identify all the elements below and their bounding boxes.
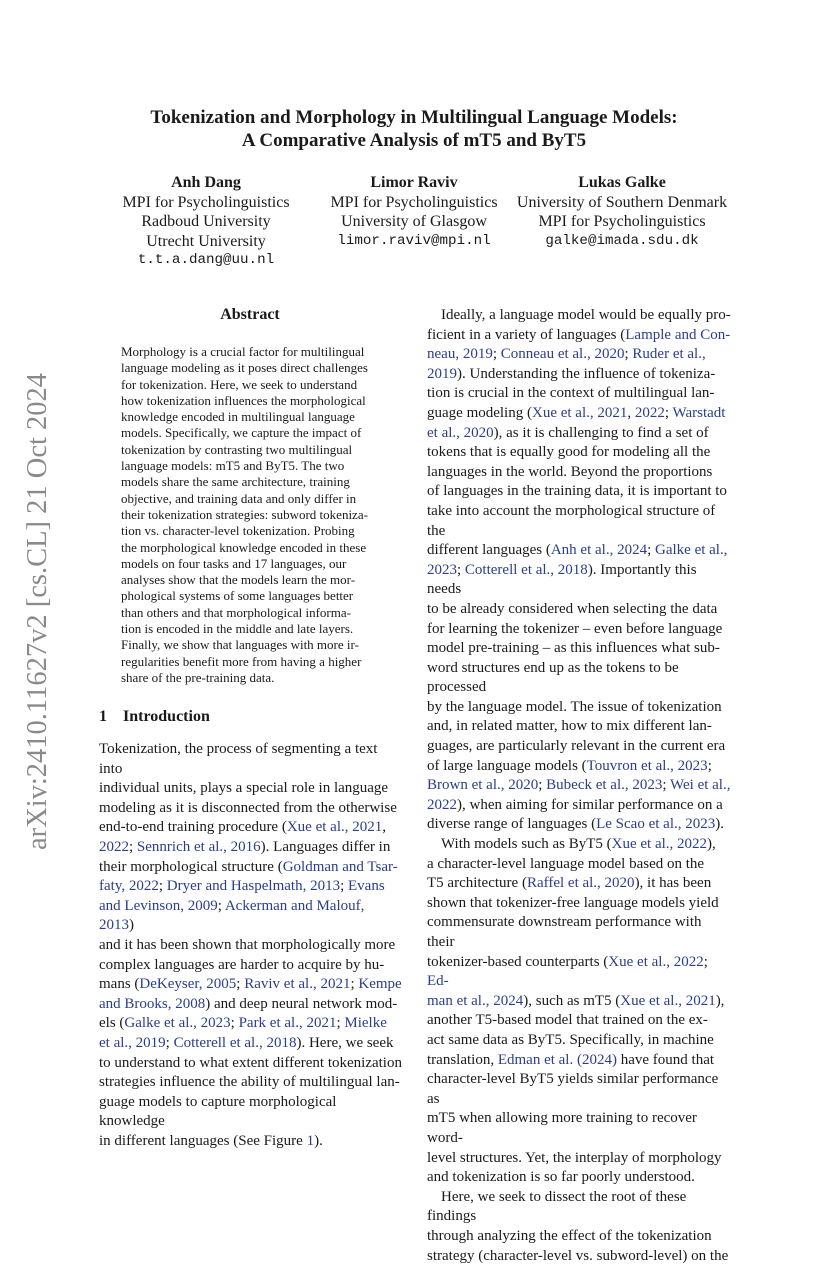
text-run: another T5-based model that trained on the ex- bbox=[427, 1012, 708, 1028]
author-email[interactable]: galke@imada.sdu.dk bbox=[510, 232, 734, 252]
text-run: ; bbox=[624, 346, 632, 362]
text-line bbox=[99, 1073, 403, 1093]
text-run: T5 architecture ( bbox=[427, 875, 527, 891]
abstract-line: tokenization by contrasting two multilingual bbox=[121, 442, 379, 458]
text-line bbox=[427, 639, 731, 659]
text-run: commensurate downstream performance with their bbox=[427, 914, 701, 950]
text-run: complex languages are harder to acquire by hu- bbox=[99, 957, 384, 973]
text-line bbox=[427, 620, 731, 640]
text-run: Tokenization, the process of segmenting a text into bbox=[99, 741, 377, 777]
text-run: and, in related matter, how to mix different lan- bbox=[427, 718, 712, 734]
abstract-line: how tokenization influences the morphological bbox=[121, 393, 379, 409]
text-line bbox=[427, 1247, 731, 1266]
text-run: , bbox=[627, 405, 635, 421]
text-run: different languages ( bbox=[427, 542, 551, 558]
text-line bbox=[427, 874, 731, 894]
abstract-line: phological systems of some languages better bbox=[121, 588, 379, 604]
text-line bbox=[99, 1014, 403, 1034]
text-line bbox=[427, 404, 731, 424]
citation-link[interactable]: Ruder et al., bbox=[632, 346, 705, 362]
text-run: ; bbox=[538, 777, 546, 793]
citation-link[interactable]: Xue et al., 2021 bbox=[620, 993, 715, 1009]
text-run: and tokenization is so far poorly understood. bbox=[427, 1169, 695, 1185]
author-name: Lukas Galke bbox=[510, 173, 734, 193]
citation-link[interactable]: 2022 bbox=[99, 839, 129, 855]
citation-link[interactable]: Galke et al., 2023 bbox=[124, 1015, 230, 1031]
author-email[interactable]: limor.raviv@mpi.nl bbox=[322, 232, 506, 252]
author-affiliation: University of Southern Denmark bbox=[510, 193, 734, 213]
citation-link[interactable]: Raviv et al., 2021 bbox=[244, 976, 350, 992]
author-affiliation: University of Glasgow bbox=[322, 212, 506, 232]
citation-link[interactable]: Mielke bbox=[344, 1015, 387, 1031]
paper-title bbox=[0, 106, 828, 152]
text-run: ; bbox=[708, 758, 712, 774]
text-run: for learning the tokenizer – even before language bbox=[427, 621, 722, 637]
paragraph bbox=[99, 740, 403, 1151]
text-line bbox=[427, 600, 731, 620]
citation-link[interactable]: 2022 bbox=[635, 405, 665, 421]
citation-link[interactable]: 1 bbox=[307, 1133, 315, 1149]
text-run: to be already considered when selecting the data bbox=[427, 601, 717, 617]
text-run: ), it has been bbox=[635, 875, 712, 891]
abstract-line: analyses show that the models learn the mor- bbox=[121, 572, 379, 588]
text-line bbox=[427, 443, 731, 463]
introduction-body bbox=[99, 740, 403, 1151]
abstract-line: models share the same architecture, training bbox=[121, 474, 379, 490]
author-affiliation: Utrecht University bbox=[106, 232, 306, 252]
text-line bbox=[427, 1188, 731, 1227]
citation-link[interactable]: Le Scao et al., 2023 bbox=[596, 816, 715, 832]
citation-link[interactable]: Ackerman and Malouf, 2013 bbox=[99, 898, 364, 934]
text-line bbox=[99, 956, 403, 976]
abstract-heading: Abstract bbox=[121, 306, 379, 324]
citation-link[interactable]: Cotterell et al., 2018 bbox=[174, 1035, 297, 1051]
text-line bbox=[99, 1034, 403, 1054]
citation-link[interactable]: Ed- bbox=[427, 973, 449, 989]
text-line bbox=[99, 799, 403, 819]
section-title: Introduction bbox=[123, 708, 210, 725]
text-run: strategies influence the ability of multilingual lan- bbox=[99, 1074, 400, 1090]
citation-link[interactable]: Xue et al., 2021 bbox=[287, 819, 382, 835]
citation-link[interactable]: 2023 bbox=[427, 562, 457, 578]
text-line bbox=[427, 345, 731, 365]
text-line bbox=[427, 1031, 731, 1051]
text-run: els ( bbox=[99, 1015, 124, 1031]
author-affiliation: MPI for Psycholinguistics bbox=[106, 193, 306, 213]
author-affiliation: MPI for Psycholinguistics bbox=[510, 212, 734, 232]
citation-link[interactable]: faty, 2022 bbox=[99, 878, 159, 894]
text-line bbox=[427, 757, 731, 777]
citation-link[interactable]: and Levinson, 2009 bbox=[99, 898, 218, 914]
text-run: ficient in a variety of languages ( bbox=[427, 327, 625, 343]
abstract-line: Morphology is a crucial factor for multilingual bbox=[121, 344, 379, 360]
abstract-line: regularities benefit more from having a higher bbox=[121, 654, 379, 670]
abstract-line: tion is encoded in the middle and late layers. bbox=[121, 621, 379, 637]
text-run: translation, bbox=[427, 1052, 498, 1068]
text-run: ; bbox=[662, 777, 670, 793]
citation-link[interactable]: et al., 2020 bbox=[427, 425, 494, 441]
abstract-line: share of the pre-training data. bbox=[121, 670, 379, 686]
text-run: have found that bbox=[617, 1052, 714, 1068]
citation-link[interactable]: Cotterell et al., 2018 bbox=[465, 562, 588, 578]
text-run: mT5 when allowing more training to recover word- bbox=[427, 1110, 697, 1146]
text-run: through analyzing the effect of the tokenization bbox=[427, 1228, 712, 1244]
text-run: ), bbox=[707, 836, 716, 852]
citation-link[interactable]: Goldman and Tsar- bbox=[283, 859, 398, 875]
citation-link[interactable]: Brown et al., 2020 bbox=[427, 777, 538, 793]
citation-link[interactable]: neau, 2019 bbox=[427, 346, 493, 362]
citation-link[interactable]: Anh et al., 2024 bbox=[551, 542, 647, 558]
citation-link[interactable]: Warstadt bbox=[673, 405, 726, 421]
citation-link[interactable]: 2022 bbox=[427, 797, 457, 813]
author-affiliation: Radboud University bbox=[106, 212, 306, 232]
abstract-line: language modeling as it poses direct challenges bbox=[121, 360, 379, 376]
text-run: act same data as ByT5. Specifically, in machine bbox=[427, 1032, 714, 1048]
text-run: ). Understanding the influence of tokeniza- bbox=[457, 366, 715, 382]
abstract-line: their tokenization strategies: subword tokeniza- bbox=[121, 507, 379, 523]
citation-link[interactable]: Bubeck et al., 2023 bbox=[546, 777, 662, 793]
text-line bbox=[427, 698, 731, 718]
text-line bbox=[99, 1132, 403, 1152]
text-run: by the language model. The issue of tokenization bbox=[427, 699, 722, 715]
citation-link[interactable]: Conneau et al., 2020 bbox=[501, 346, 625, 362]
section-heading bbox=[99, 708, 210, 726]
text-run: Ideally, a language model would be equally pro- bbox=[441, 307, 731, 323]
text-run: level structures. Yet, the interplay of morphology bbox=[427, 1150, 722, 1166]
citation-link[interactable]: Dryer and Haspelmath, 2013 bbox=[167, 878, 340, 894]
author-name: Anh Dang bbox=[106, 173, 306, 193]
abstract-line: models. Specifically, we capture the impact of bbox=[121, 425, 379, 441]
text-run: With models such as ByT5 ( bbox=[441, 836, 612, 852]
abstract-line: than others and that morphological informa- bbox=[121, 605, 379, 621]
citation-link[interactable]: Sennrich et al., 2016 bbox=[137, 839, 261, 855]
title-line-2: A Comparative Analysis of mT5 and ByT5 bbox=[0, 129, 828, 152]
citation-link[interactable]: 2019 bbox=[427, 366, 457, 382]
text-run: ; bbox=[231, 1015, 239, 1031]
paragraph bbox=[427, 1188, 731, 1266]
citation-link[interactable]: man et al., 2024 bbox=[427, 993, 523, 1009]
text-run: ; bbox=[159, 878, 167, 894]
text-run: a character-level language model based on the bbox=[427, 856, 704, 872]
text-line bbox=[427, 1011, 731, 1031]
text-line bbox=[427, 541, 731, 561]
text-line bbox=[427, 1227, 731, 1247]
text-line bbox=[99, 975, 403, 995]
text-line bbox=[427, 1070, 731, 1109]
text-line bbox=[427, 1109, 731, 1148]
text-run: word structures end up as the tokens to be processed bbox=[427, 660, 679, 696]
citation-link[interactable]: Lample and Con- bbox=[625, 327, 730, 343]
text-line bbox=[99, 877, 403, 897]
author-block bbox=[510, 173, 734, 251]
text-line bbox=[99, 779, 403, 799]
author-affiliation: MPI for Psycholinguistics bbox=[322, 193, 506, 213]
citation-link[interactable]: Edman et al. (2024) bbox=[498, 1052, 617, 1068]
title-line-1: Tokenization and Morphology in Multilingual Language Models: bbox=[0, 106, 828, 129]
text-run: ), such as mT5 ( bbox=[523, 993, 620, 1009]
text-run: modeling as it is disconnected from the otherwise bbox=[99, 800, 397, 816]
abstract-line: Finally, we show that languages with more ir- bbox=[121, 637, 379, 653]
text-line bbox=[427, 659, 731, 698]
text-line bbox=[427, 1051, 731, 1071]
text-run: strategy (character-level vs. subword-level) on the bbox=[427, 1248, 728, 1264]
text-line bbox=[427, 796, 731, 816]
text-line bbox=[427, 561, 731, 600]
text-run: ; bbox=[236, 976, 244, 992]
citation-link[interactable]: et al., 2019 bbox=[99, 1035, 166, 1051]
text-line bbox=[427, 835, 731, 855]
text-run: diverse range of languages ( bbox=[427, 816, 596, 832]
text-line bbox=[99, 897, 403, 936]
text-line bbox=[427, 953, 731, 992]
text-line bbox=[427, 913, 731, 952]
text-run: ), bbox=[716, 993, 725, 1009]
text-run: ), as it is challenging to find a set of bbox=[494, 425, 709, 441]
text-line bbox=[427, 502, 731, 541]
text-line bbox=[427, 384, 731, 404]
text-run: to understand to what extent different tokenization bbox=[99, 1055, 402, 1071]
text-line bbox=[427, 737, 731, 757]
abstract-line: language models: mT5 and ByT5. The two bbox=[121, 458, 379, 474]
citation-link[interactable]: Raffel et al., 2020 bbox=[527, 875, 635, 891]
text-run: tokenizer-based counterparts ( bbox=[427, 954, 608, 970]
author-block bbox=[106, 173, 306, 271]
text-run: end-to-end training procedure ( bbox=[99, 819, 287, 835]
text-run: ; bbox=[704, 954, 708, 970]
text-line bbox=[427, 1168, 731, 1188]
text-run: and it has been shown that morphologically more bbox=[99, 937, 395, 953]
citation-link[interactable]: and Brooks, 2008 bbox=[99, 996, 205, 1012]
text-line bbox=[99, 858, 403, 878]
text-run: model pre-training – as this influences what sub- bbox=[427, 640, 720, 656]
text-run: ) bbox=[129, 917, 134, 933]
text-run: ) and deep neural network mod- bbox=[205, 996, 397, 1012]
text-run: character-level ByT5 yields similar performance as bbox=[427, 1071, 718, 1107]
text-run: shown that tokenizer-free language models yield bbox=[427, 895, 719, 911]
text-line bbox=[99, 838, 403, 858]
text-run: guage modeling ( bbox=[427, 405, 532, 421]
text-line bbox=[99, 818, 403, 838]
text-line bbox=[427, 482, 731, 502]
section-number: 1 bbox=[99, 708, 123, 726]
citation-link[interactable]: Wei et al., bbox=[670, 777, 730, 793]
text-line bbox=[427, 326, 731, 346]
text-run: ; bbox=[340, 878, 348, 894]
citation-link[interactable]: Xue et al., 2021 bbox=[532, 405, 627, 421]
text-line bbox=[427, 365, 731, 385]
abstract-body bbox=[121, 344, 379, 686]
author-name: Limor Raviv bbox=[322, 173, 506, 193]
citation-link[interactable]: Evans bbox=[348, 878, 385, 894]
text-run: in different languages (See Figure bbox=[99, 1133, 307, 1149]
text-run: ; bbox=[665, 405, 673, 421]
text-run: take into account the morphological structure of the bbox=[427, 503, 715, 539]
text-run: ; bbox=[457, 562, 465, 578]
text-run: guage models to capture morphological knowledge bbox=[99, 1094, 336, 1130]
text-run: mans ( bbox=[99, 976, 139, 992]
text-line bbox=[427, 424, 731, 444]
text-line bbox=[99, 1093, 403, 1132]
text-run: tokens that is equally good for modeling all the bbox=[427, 444, 710, 460]
text-line bbox=[427, 306, 731, 326]
abstract-line: the morphological knowledge encoded in these bbox=[121, 540, 379, 556]
text-run: of languages in the training data, it is important to bbox=[427, 483, 727, 499]
text-run: ). Here, we seek bbox=[296, 1035, 393, 1051]
text-run: of large language models ( bbox=[427, 758, 587, 774]
abstract-line: knowledge encoded in multilingual language bbox=[121, 409, 379, 425]
paragraph bbox=[427, 306, 731, 835]
text-line bbox=[427, 463, 731, 483]
text-run: ). bbox=[715, 816, 724, 832]
abstract-line: tion vs. character-level tokenization. Probing bbox=[121, 523, 379, 539]
abstract-line: models on four tasks and 17 languages, our bbox=[121, 556, 379, 572]
citation-link[interactable]: Kempe bbox=[358, 976, 401, 992]
text-run: languages in the world. Beyond the proportions bbox=[427, 464, 712, 480]
text-run: ; bbox=[336, 1015, 344, 1031]
author-email[interactable]: t.t.a.dang@uu.nl bbox=[106, 251, 306, 271]
text-line bbox=[427, 894, 731, 914]
text-run: guages, are particularly relevant in the current era bbox=[427, 738, 725, 754]
text-run: ; bbox=[350, 976, 358, 992]
text-line bbox=[427, 776, 731, 796]
abstract-line: objective, and training data and only differ in bbox=[121, 491, 379, 507]
citation-link[interactable]: Park et al., 2021 bbox=[239, 1015, 337, 1031]
text-run: ). Importantly this needs bbox=[427, 562, 697, 598]
text-run: their morphological structure ( bbox=[99, 859, 283, 875]
text-line bbox=[427, 855, 731, 875]
text-line bbox=[99, 936, 403, 956]
text-run: tion is crucial in the context of multilingual lan- bbox=[427, 385, 714, 401]
citation-link[interactable]: Xue et al., 2022 bbox=[612, 836, 707, 852]
text-line bbox=[427, 717, 731, 737]
text-line bbox=[427, 1149, 731, 1169]
text-run: Here, we seek to dissect the root of these findings bbox=[427, 1189, 686, 1225]
text-line bbox=[427, 992, 731, 1012]
paragraph bbox=[427, 835, 731, 1188]
text-line bbox=[427, 815, 731, 835]
text-run: ; bbox=[218, 898, 225, 914]
arxiv-identifier[interactable]: arXiv:2410.11627v2 [cs.CL] 21 Oct 2024 bbox=[18, 350, 58, 850]
text-run: ), when aiming for similar performance on a bbox=[457, 797, 723, 813]
text-line bbox=[99, 740, 403, 779]
text-run: ). Languages differ in bbox=[261, 839, 391, 855]
text-run: ; bbox=[166, 1035, 174, 1051]
text-line bbox=[99, 995, 403, 1015]
citation-link[interactable]: Xue et al., 2022 bbox=[608, 954, 703, 970]
citation-link[interactable]: DeKeyser, 2005 bbox=[139, 976, 236, 992]
text-run: ; bbox=[493, 346, 501, 362]
text-run: , bbox=[382, 819, 386, 835]
text-run: individual units, plays a special role in language bbox=[99, 780, 388, 796]
abstract-line: for tokenization. Here, we seek to understand bbox=[121, 377, 379, 393]
text-run: ; bbox=[647, 542, 655, 558]
text-run: ). bbox=[314, 1133, 323, 1149]
right-column-body bbox=[427, 306, 731, 1266]
citation-link[interactable]: Galke et al., bbox=[655, 542, 727, 558]
text-run: ; bbox=[129, 839, 137, 855]
text-line bbox=[99, 1054, 403, 1074]
citation-link[interactable]: Touvron et al., 2023 bbox=[587, 758, 708, 774]
author-block bbox=[322, 173, 506, 251]
